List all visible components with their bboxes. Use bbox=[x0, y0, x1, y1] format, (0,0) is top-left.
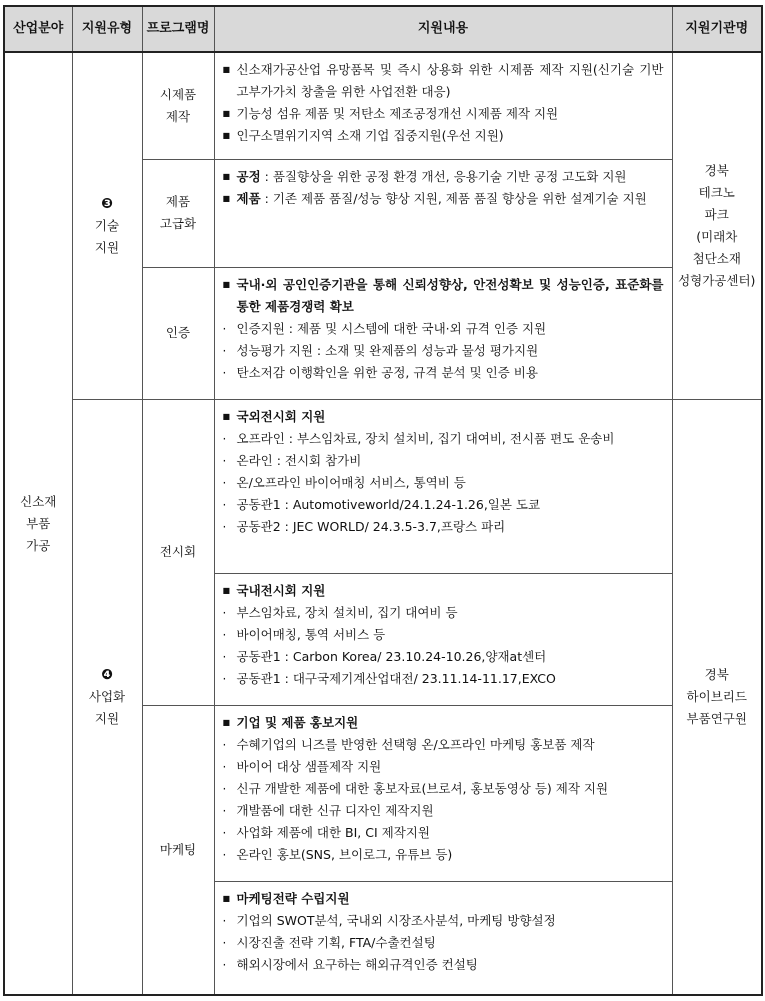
list-item: ■ 인구소멸위기지역 소재 기업 집중지원(우선 지원) bbox=[223, 125, 664, 147]
content-cert bbox=[214, 267, 672, 399]
program-cert: 인증 bbox=[142, 267, 214, 399]
list-item: · 해외시장에서 요구하는 해외규격인증 컨설팅 bbox=[223, 954, 664, 976]
dot-bullet-icon: · bbox=[222, 649, 227, 664]
dot-bullet-icon: · bbox=[222, 475, 227, 490]
list-item: · 성능평가 지원 : 소재 및 완제품의 성능과 물성 평가지원 bbox=[223, 340, 664, 362]
type-tech-number: ❸ bbox=[101, 195, 113, 212]
square-bullet-icon: ■ bbox=[222, 411, 231, 421]
dot-bullet-icon: · bbox=[222, 847, 227, 862]
dot-bullet-icon: · bbox=[222, 627, 227, 642]
support-program-table bbox=[3, 5, 763, 996]
square-bullet-icon: ■ bbox=[222, 65, 231, 74]
square-bullet-icon: ■ bbox=[222, 893, 231, 903]
list-item: · 바이어 대상 샘플제작 지원 bbox=[223, 756, 664, 778]
header-program: 프로그램명 bbox=[142, 6, 214, 52]
agency-hybrid-institute: 경북 하이브리드 부품연구원 bbox=[672, 399, 762, 995]
square-bullet-icon: ■ bbox=[222, 131, 231, 140]
list-item: · 탄소저감 이행확인을 위한 공정, 규격 분석 및 인증 비용 bbox=[223, 362, 664, 384]
square-bullet-icon: ■ bbox=[222, 193, 231, 203]
dot-bullet-icon: · bbox=[222, 781, 227, 796]
content-exhibit-overseas bbox=[214, 399, 672, 573]
list-item: · 공동관1 : Carbon Korea/ 23.10.24-10.26,양재at센터 bbox=[223, 646, 664, 668]
header-row bbox=[4, 6, 762, 52]
field-cell: 신소재 부품 가공 bbox=[4, 52, 72, 995]
dot-bullet-icon: · bbox=[222, 497, 227, 512]
list-item: · 시장진출 전략 기획, FTA/수출컨설팅 bbox=[223, 932, 664, 954]
dot-bullet-icon: · bbox=[222, 737, 227, 752]
list-head: ■ 국외전시회 지원 bbox=[223, 406, 664, 428]
dot-bullet-icon: · bbox=[222, 671, 227, 686]
list-item: · 온라인 : 전시회 참가비 bbox=[223, 450, 664, 472]
content-exhibit-domestic bbox=[214, 573, 672, 705]
type-tech-label: 기술 지원 bbox=[94, 217, 120, 255]
square-bullet-icon: ■ bbox=[222, 279, 231, 289]
program-upgrade: 제품 고급화 bbox=[142, 159, 214, 267]
list-item: · 공동관1 : Automotiveworld/24.1.24-1.26,일본 도쿄 bbox=[223, 494, 664, 516]
square-bullet-icon: ■ bbox=[222, 585, 231, 595]
list-head: ■ 국내·외 공인인증기관을 통해 신뢰성향상, 안전성확보 및 성능인증, 표준화를 통한 제품경쟁력 확보 bbox=[223, 274, 664, 318]
square-bullet-icon: ■ bbox=[222, 171, 231, 181]
list-item: ■ 신소재가공산업 유망품목 및 즉시 상용화 위한 시제품 제작 지원(신기술 기반 고부가가치 창출을 위한 사업전환 대응) bbox=[223, 59, 664, 103]
dot-bullet-icon: · bbox=[222, 321, 227, 336]
dot-bullet-icon: · bbox=[222, 453, 227, 468]
list-item: · 신규 개발한 제품에 대한 홍보자료(브로셔, 홍보동영상 등) 제작 지원 bbox=[223, 778, 664, 800]
dot-bullet-icon: · bbox=[222, 431, 227, 446]
dot-bullet-icon: · bbox=[222, 365, 227, 380]
content-promo bbox=[214, 705, 672, 881]
content-strategy bbox=[214, 881, 672, 995]
list-item: · 온/오프라인 바이어매칭 서비스, 통역비 등 bbox=[223, 472, 664, 494]
row-prototype bbox=[4, 52, 762, 159]
dot-bullet-icon: · bbox=[222, 605, 227, 620]
list-item: · 공동관2 : JEC WORLD/ 24.3.5-3.7,프랑스 파리 bbox=[223, 516, 664, 538]
square-bullet-icon: ■ bbox=[222, 109, 231, 118]
list-item: ■ 기능성 섬유 제품 및 저탄소 제조공정개선 시제품 제작 지원 bbox=[223, 103, 664, 125]
dot-bullet-icon: · bbox=[222, 759, 227, 774]
list-item: · 수혜기업의 니즈를 반영한 선택형 온/오프라인 마케팅 홍보품 제작 bbox=[223, 734, 664, 756]
header-agency: 지원기관명 bbox=[672, 6, 762, 52]
list-item: ■ 제품 : 기존 제품 품질/성능 향상 지원, 제품 품질 향상을 위한 설계기술 지원 bbox=[223, 188, 664, 210]
list-item: · 사업화 제품에 대한 BI, CI 제작지원 bbox=[223, 822, 664, 844]
list-item: · 개발품에 대한 신규 디자인 제작지원 bbox=[223, 800, 664, 822]
list-head: ■ 기업 및 제품 홍보지원 bbox=[223, 712, 664, 734]
row-exhibit-overseas bbox=[4, 399, 762, 573]
dot-bullet-icon: · bbox=[222, 825, 227, 840]
list-item: · 오프라인 : 부스임차료, 장치 설치비, 집기 대여비, 전시품 편도 운송비 bbox=[223, 428, 664, 450]
list-item: · 부스임차료, 장치 설치비, 집기 대여비 등 bbox=[223, 602, 664, 624]
dot-bullet-icon: · bbox=[222, 913, 227, 928]
dot-bullet-icon: · bbox=[222, 343, 227, 358]
program-exhibit: 전시회 bbox=[142, 399, 214, 705]
dot-bullet-icon: · bbox=[222, 803, 227, 818]
type-tech-cell bbox=[72, 52, 142, 399]
list-item: · 바이어매칭, 통역 서비스 등 bbox=[223, 624, 664, 646]
program-marketing: 마케팅 bbox=[142, 705, 214, 995]
content-upgrade bbox=[214, 159, 672, 267]
list-item: · 공동관1 : 대구국제기계산업대전/ 23.11.14-11.17,EXCO bbox=[223, 668, 664, 690]
list-item: · 기업의 SWOT분석, 국내외 시장조사분석, 마케팅 방향설정 bbox=[223, 910, 664, 932]
list-head: ■ 국내전시회 지원 bbox=[223, 580, 664, 602]
list-item: ■ 공정 : 품질향상을 위한 공정 환경 개선, 응용기술 기반 공정 고도화 지원 bbox=[223, 166, 664, 188]
dot-bullet-icon: · bbox=[222, 935, 227, 950]
header-field: 산업분야 bbox=[4, 6, 72, 52]
list-item: · 인증지원 : 제품 및 시스템에 대한 국내·외 규격 인증 지원 bbox=[223, 318, 664, 340]
dot-bullet-icon: · bbox=[222, 519, 227, 534]
type-biz-number: ❹ bbox=[101, 666, 113, 683]
list-item: · 온라인 홍보(SNS, 브이로그, 유튜브 등) bbox=[223, 844, 664, 866]
program-prototype: 시제품 제작 bbox=[142, 52, 214, 159]
dot-bullet-icon: · bbox=[222, 957, 227, 972]
type-biz-label: 사업화 지원 bbox=[88, 688, 126, 726]
square-bullet-icon: ■ bbox=[222, 717, 231, 727]
header-type: 지원유형 bbox=[72, 6, 142, 52]
header-content: 지원내용 bbox=[214, 6, 672, 52]
agency-techno-park: 경북 테크노 파크 (미래차 첨단소재 성형가공센터) bbox=[672, 52, 762, 399]
type-biz-cell bbox=[72, 399, 142, 995]
list-head: ■ 마케팅전략 수립지원 bbox=[223, 888, 664, 910]
content-prototype bbox=[214, 52, 672, 159]
